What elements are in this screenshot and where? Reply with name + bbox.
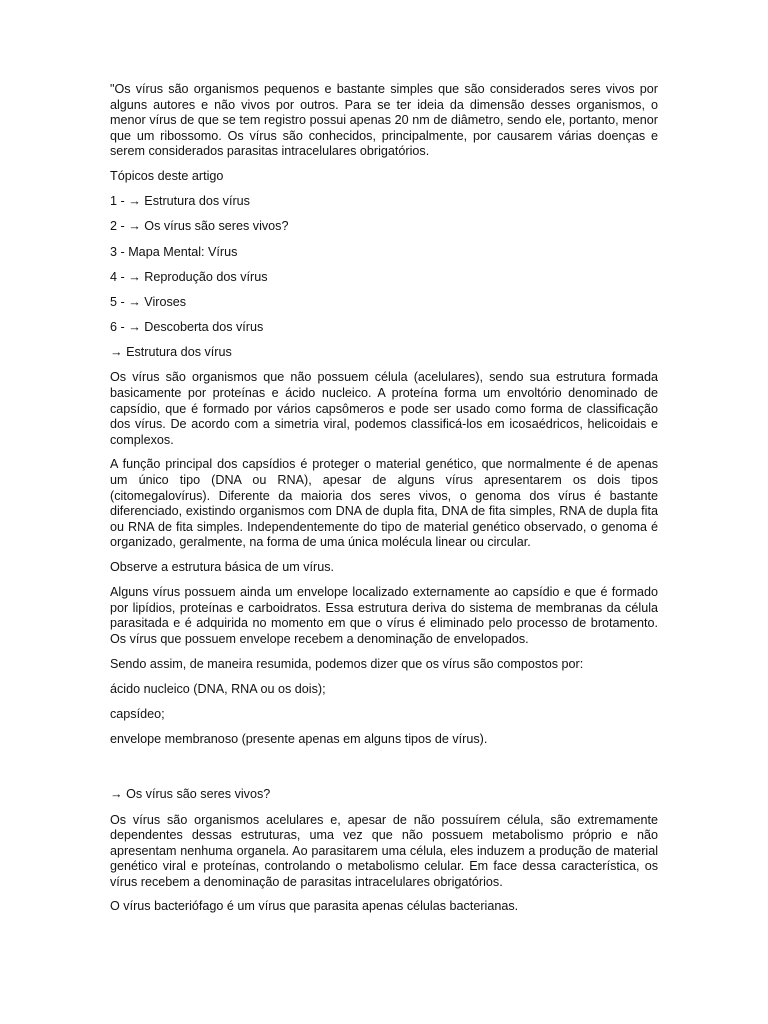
list-item: capsídeo; [110,706,165,721]
toc-item: 6 - → Descoberta dos vírus [110,320,264,335]
list-item: ácido nucleico (DNA, RNA ou os dois); [110,681,326,696]
spacer [110,757,658,787]
body-paragraph: Sendo assim, de maneira resumida, podemos dizer que os vírus são compostos por: [110,656,584,671]
body-paragraph: Os vírus são organismos acelulares e, apesar de não possuírem célula, são extremamente dependentes dessas estruturas, uma vez que não possuem metabolismo próprio e não apresentam nenhuma organela. Ao parasitarem uma célula, eles induzem a produção de material genético viral e proteínas, controlando o metabolismo celular. Em face dessa característica, os vírus recebem a denominação de parasitas intracelulares obrigatórios. [110,812,658,889]
section-heading: → Os vírus são seres vivos? [110,787,271,802]
toc-item: 1 - → Estrutura dos vírus [110,194,250,209]
section-heading: → Estrutura dos vírus [110,345,232,360]
toc-item: 5 - → Viroses [110,294,187,309]
body-paragraph: Alguns vírus possuem ainda um envelope localizado externamente ao capsídio e que é formado por lipídios, proteínas e carboidratos. Essa estrutura deriva do sistema de membranas da célula parasitada e é adquirida no momento em que o vírus é eliminado pelo processo de brotamento. Os vírus que possuem envelope recebem a denominação de envelopados. [110,585,658,646]
body-paragraph: Observe a estrutura básica de um vírus. [110,560,334,574]
toc-item: 3 - Mapa Mental: Vírus [110,244,238,259]
toc-item: 4 - → Reprodução dos vírus [110,269,268,284]
body-paragraph: O vírus bacteriófago é um vírus que parasita apenas células bacterianas. [110,899,519,914]
body-paragraph: A função principal dos capsídios é proteger o material genético, que normalmente é de apenas um único tipo (DNA ou RNA), apesar de alguns vírus apresentarem os dois tipos (citomegalovírus). Diferente da maioria dos seres vivos, o genoma dos vírus é bastante diferenciado, existindo organismos com DNA de dupla fita, DNA de fita simples, RNA de dupla fita ou RNA de fita simples. Independentemente do tipo de material genético observado, o genoma é organizado, geralmente, na forma de uma única molécula linear ou circular. [110,457,658,550]
list-item: envelope membranoso (presente apenas em alguns tipos de vírus). [110,732,488,747]
toc-item: 2 - → Os vírus são seres vivos? [110,219,289,234]
intro-paragraph: "Os vírus são organismos pequenos e bastante simples que são considerados seres vivos por alguns autores e não vivos por outros. Para se ter ideia da dimensão desses organismos, o menor vírus de que se tem registro possui apenas 20 nm de diâmetro, sendo ele, portanto, menor que um ribossomo. Os vírus são conhecidos, principalmente, por causarem várias doenças e serem considerados parasitas intracelulares obrigatórios. [110,82,658,159]
body-paragraph: Os vírus são organismos que não possuem célula (acelulares), sendo sua estrutura formada basicamente por proteínas e ácido nucleico. A proteína forma um envoltório denominado de capsídio, que é formado por vários capsômeros e pode ser usado como forma de classificação dos vírus. De acordo com a simetria viral, podemos classificá-los em icosaédricos, helicoidais e complexos. [110,370,658,447]
toc-heading: Tópicos deste artigo [110,168,224,183]
